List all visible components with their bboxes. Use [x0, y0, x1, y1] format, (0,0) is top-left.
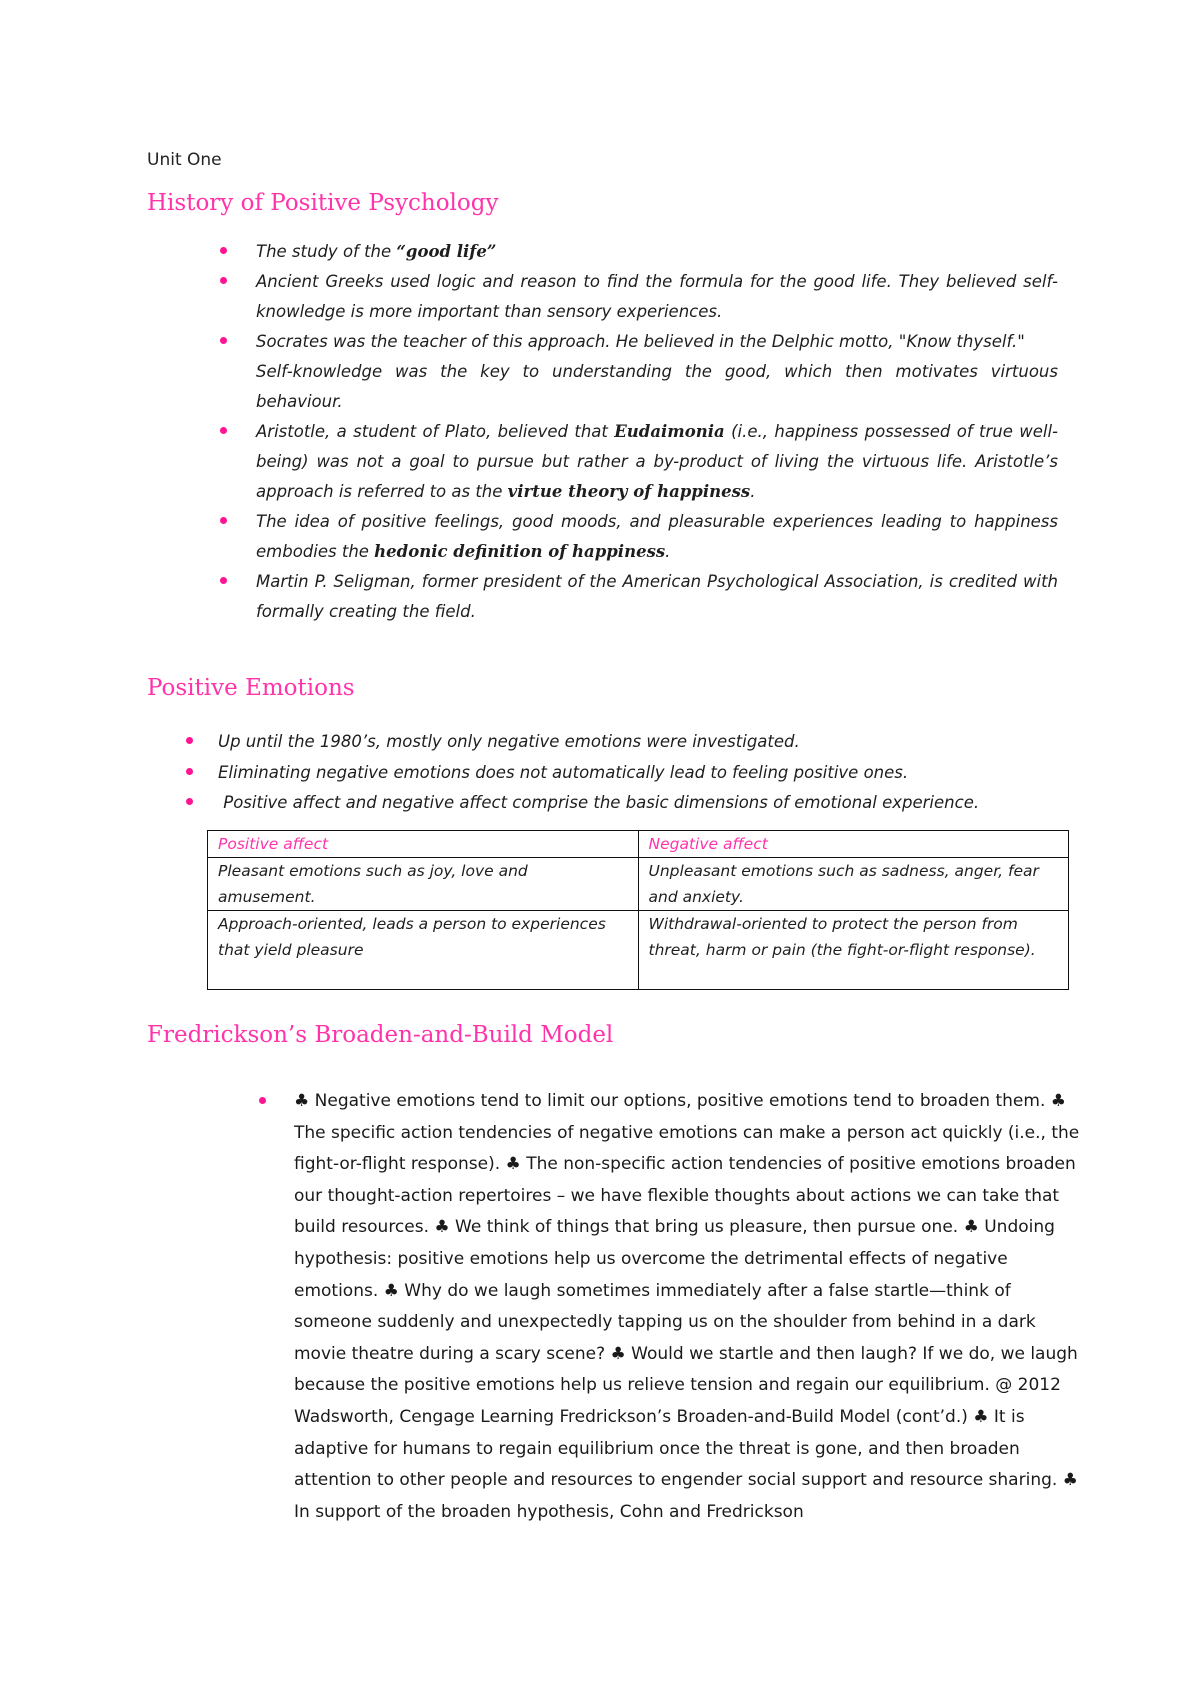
- unit-label: Unit One: [147, 150, 222, 170]
- affect-table: [207, 830, 1069, 990]
- table-header: Negative affect: [638, 831, 1069, 858]
- list-item: Up until the 1980’s, mostly only negative emotions were investigated.: [218, 727, 1078, 758]
- list-item: Aristotle, a student of Plato, believed that Eudaimonia (i.e., happiness possessed of true well-being) was not a goal to pursue but rather a by-product of living the virtuous life. Aristotle’s approach is referred to as the virtue theory of happiness.: [256, 417, 1058, 507]
- table-row: [208, 911, 1069, 990]
- list-item: Eliminating negative emotions does not automatically lead to feeling positive ones.: [218, 758, 1078, 789]
- table-header: Positive affect: [208, 831, 639, 858]
- table-cell: Approach-oriented, leads a person to experiences that yield pleasure: [208, 911, 639, 990]
- list-item: [294, 1086, 1084, 1528]
- bullet-icon: [220, 337, 227, 344]
- bullet-icon: [220, 247, 227, 254]
- emotions-list: [218, 727, 1078, 819]
- bullet-icon: [186, 768, 193, 775]
- emphasis: “good life”: [396, 242, 497, 261]
- broaden-build-heading: Fredrickson’s Broaden-and-Build Model: [147, 1022, 614, 1048]
- history-list: [256, 237, 1058, 627]
- list-item: The idea of positive feelings, good moods, and pleasurable experiences leading to happiness embodies the hedonic definition of happiness.: [256, 507, 1058, 567]
- list-item: Martin P. Seligman, former president of the American Psychological Association, is credited with formally creating the field.: [256, 567, 1058, 627]
- bullet-icon: [220, 517, 227, 524]
- broaden-paragraph: ♣ Negative emotions tend to limit our options, positive emotions tend to broaden them. ♣ The specific action tendencies of negative emotions can make a person act quickly (i.e., the fight-or-flight response). ♣ The non-specific action tendencies of positive emotions broaden our thought-action repertoires – we have flexible thoughts about actions we can take that build resources. ♣ We think of things that bring us pleasure, then pursue one. ♣ Undoing hypothesis: positive emotions help us overcome the detrimental effects of negative emotions. ♣ Why do we laugh sometimes immediately after a false startle—think of someone suddenly and unexpectedly tapping us on the shoulder from behind in a dark movie theatre during a scary scene? ♣ Would we startle and then laugh? If we do, we laugh because the positive emotions help us relieve tension and regain our equilibrium. @ 2012 Wadsworth, Cengage Learning Fredrickson’s Broaden-and-Build Model (cont’d.) ♣ It is adaptive for humans to regain equilibrium once the threat is gone, and then broaden attention to other people and resources to engender social support and resource sharing. ♣ In support of the broaden hypothesis, Cohn and Fredrickson: [294, 1091, 1080, 1522]
- list-item: Positive affect and negative affect comprise the basic dimensions of emotional experience.: [218, 788, 1078, 819]
- table-cell: Pleasant emotions such as joy, love and amusement.: [208, 858, 639, 911]
- list-item: Socrates was the teacher of this approach. He believed in the Delphic motto, "Know thyself." Self-knowledge was the key to understanding the good, which then motivates virtuous behaviour.: [256, 327, 1058, 417]
- bullet-icon: [186, 737, 193, 744]
- bullet-icon: [186, 798, 193, 805]
- bullet-icon: [220, 277, 227, 284]
- broaden-list: [294, 1086, 1084, 1528]
- list-item: Ancient Greeks used logic and reason to find the formula for the good life. They believed self-knowledge is more important than sensory experiences.: [256, 267, 1058, 327]
- table-row: [208, 858, 1069, 911]
- emphasis: hedonic definition of happiness: [374, 542, 666, 561]
- table-cell: Unpleasant emotions such as sadness, anger, fear and anxiety.: [638, 858, 1069, 911]
- bullet-icon: [259, 1097, 266, 1104]
- bullet-icon: [220, 577, 227, 584]
- table-header-row: [208, 831, 1069, 858]
- history-heading: History of Positive Psychology: [147, 190, 499, 216]
- positive-emotions-heading: Positive Emotions: [147, 675, 355, 701]
- table-cell: Withdrawal-oriented to protect the person from threat, harm or pain (the fight-or-flight response).: [638, 911, 1069, 990]
- bullet-icon: [220, 427, 227, 434]
- emphasis: Eudaimonia: [614, 422, 725, 441]
- emphasis: virtue theory of happiness: [507, 482, 751, 501]
- list-item: The study of the “good life”: [256, 237, 1058, 267]
